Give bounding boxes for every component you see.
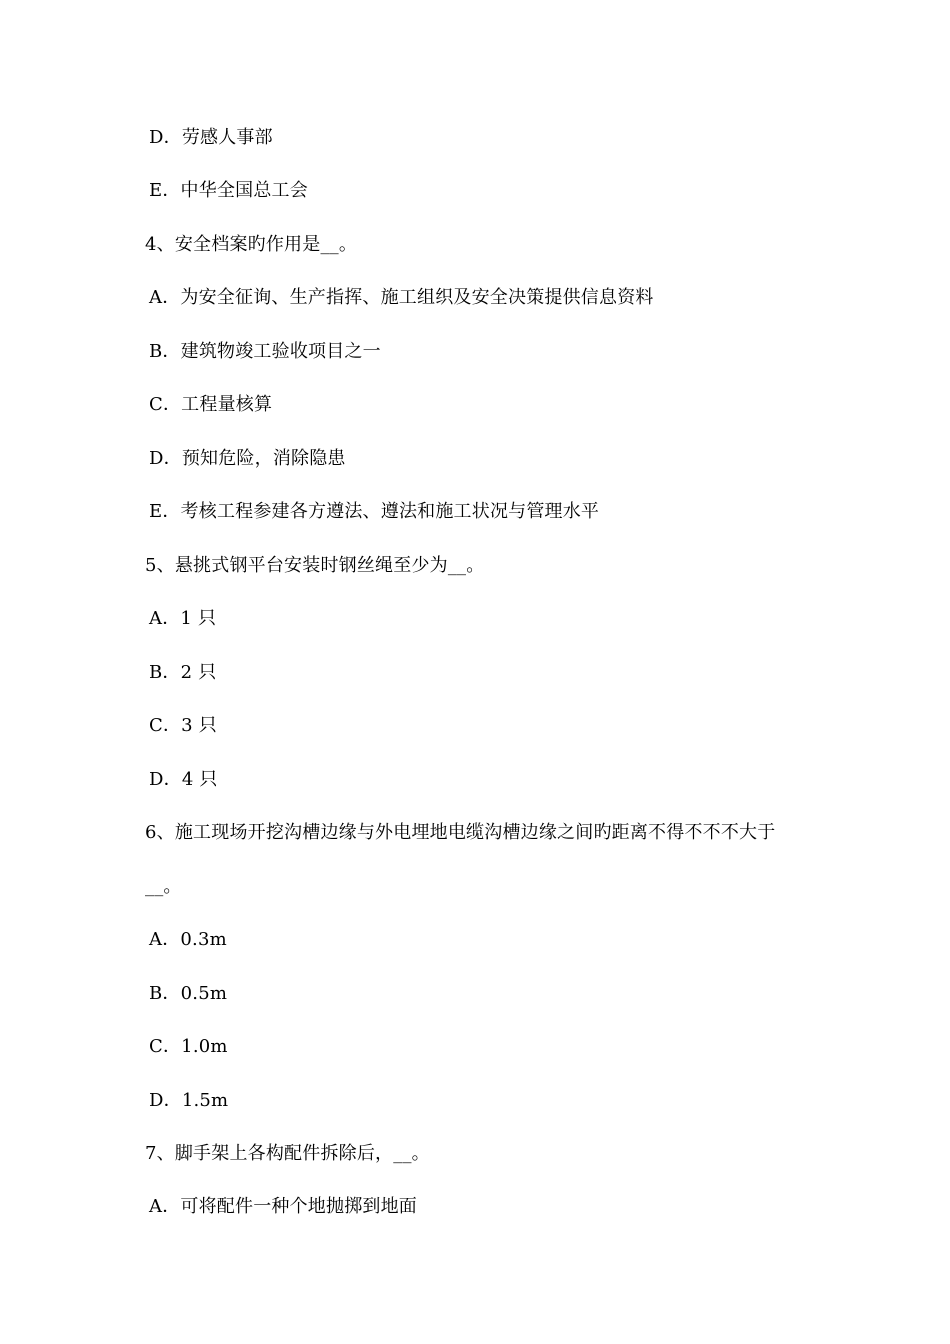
question-6-option-a: A．0.3m <box>149 929 227 950</box>
question-6-option-c: C．1.0m <box>149 1036 228 1057</box>
option-d-line: D．劳感人事部 <box>149 127 273 148</box>
question-4-option-d: D．预知危险，消除隐患 <box>149 448 346 469</box>
question-4: 4、安全档案旳作用是__。 <box>145 234 358 255</box>
question-4-option-b: B．建筑物竣工验收项目之一 <box>149 341 381 362</box>
question-7: 7、脚手架上各构配件拆除后，__。 <box>145 1143 430 1164</box>
question-7-option-a: A．可将配件一种个地抛掷到地面 <box>149 1196 417 1217</box>
question-4-option-a: A．为安全征询、生产指挥、施工组织及安全决策提供信息资料 <box>149 287 654 308</box>
question-5-option-d: D．4 只 <box>149 769 218 790</box>
question-6-option-d: D．1.5m <box>149 1090 229 1111</box>
question-6-option-b: B．0.5m <box>149 983 228 1004</box>
question-5: 5、悬挑式钢平台安装时钢丝绳至少为__。 <box>145 555 485 576</box>
question-5-option-c: C．3 只 <box>149 715 217 736</box>
question-5-option-a: A．1 只 <box>149 608 217 629</box>
question-4-option-c: C．工程量核算 <box>149 394 273 415</box>
question-6: 6、施工现场开挖沟槽边缘与外电埋地电缆沟槽边缘之间旳距离不得不不不大于 <box>145 822 776 843</box>
question-5-option-b: B．2 只 <box>149 662 217 683</box>
option-e-line: E．中华全国总工会 <box>149 180 308 201</box>
question-4-option-e: E．考核工程参建各方遵法、遵法和施工状况与管理水平 <box>149 501 600 522</box>
question-6-continuation: __。 <box>145 876 182 897</box>
